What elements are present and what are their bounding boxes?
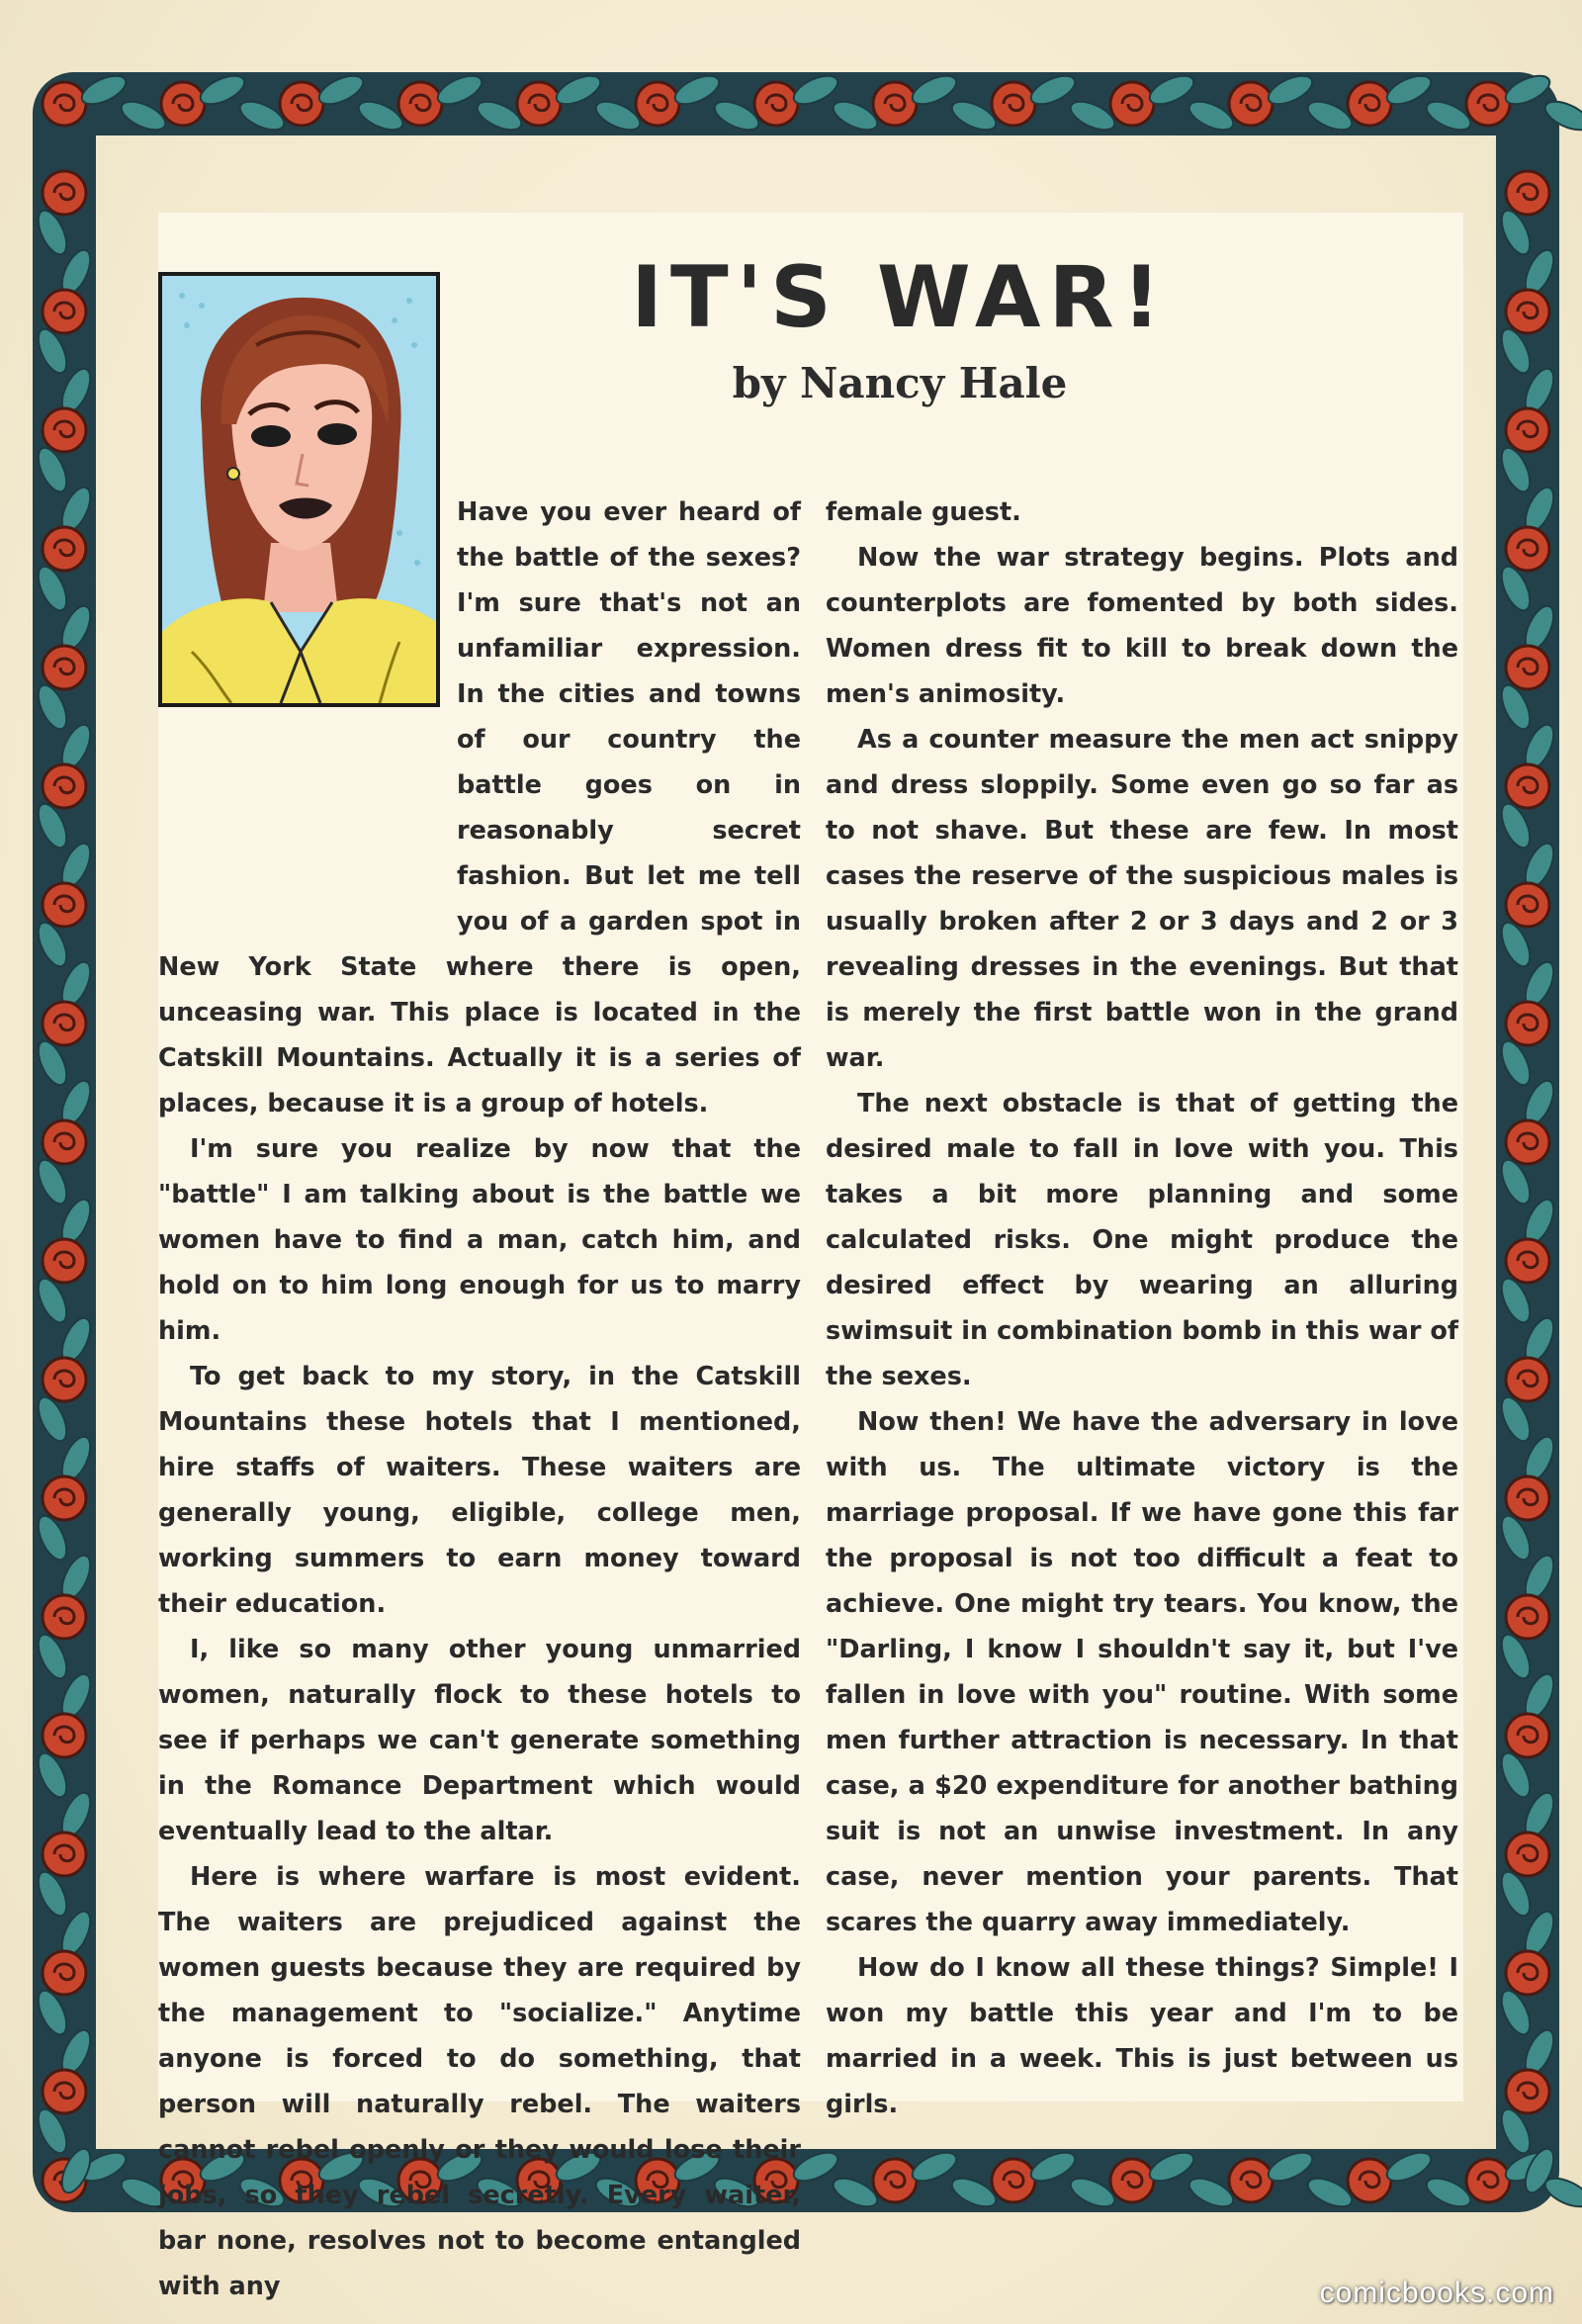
rose-icon <box>1506 1239 1549 1283</box>
rose-icon <box>43 408 86 452</box>
rose-icon <box>43 646 86 689</box>
article-title: IT'S WAR! <box>631 248 1169 347</box>
rose-icon <box>1506 1714 1549 1757</box>
rose-icon <box>1229 82 1273 126</box>
rose-icon <box>43 1476 86 1520</box>
article-column-right <box>826 490 1458 2127</box>
rose-icon <box>873 2159 917 2202</box>
rose-icon <box>1506 1951 1549 1995</box>
article-panel <box>158 213 1463 2301</box>
rose-icon <box>873 82 917 126</box>
watermark-text: comicbooks.com <box>1319 2277 1554 2309</box>
rose-icon <box>1466 82 1510 126</box>
rose-icon <box>1506 1476 1549 1520</box>
rose-icon <box>1229 2159 1273 2202</box>
rose-icon <box>1466 2159 1510 2202</box>
rose-icon <box>1506 1595 1549 1639</box>
paragraph: To get back to my story, in the Catskill Mountains these hotels that I mentioned, hire staffs of waiters. These waiters are generally young, eligible, college men, working summers to earn money toward their education. <box>158 1362 801 1619</box>
rose-icon <box>43 764 86 808</box>
rose-icon <box>1506 1832 1549 1876</box>
rose-icon <box>161 82 205 126</box>
article-column-left <box>158 490 801 2309</box>
rose-icon <box>1506 527 1549 571</box>
rose-icon <box>1348 2159 1391 2202</box>
rose-icon <box>1506 2070 1549 2113</box>
rose-icon <box>43 1120 86 1164</box>
rose-icon <box>992 82 1035 126</box>
paragraph-continuation: female guest. <box>826 497 1021 527</box>
paragraph: Now the war strategy begins. Plots and counterplots are fomented by both sides. Women dress fit to kill to break down the men's animosity. <box>826 543 1458 709</box>
rose-icon <box>1348 82 1391 126</box>
paragraph: How do I know all these things? Simple! I won my battle this year and I'm to be married in a week. This is just between us girls. <box>826 1953 1458 2119</box>
rose-icon <box>43 1714 86 1757</box>
rose-icon <box>43 1002 86 1045</box>
rose-icon <box>1506 883 1549 927</box>
rose-icon <box>1110 2159 1154 2202</box>
rose-icon <box>43 82 86 126</box>
paragraph: I'm sure you realize by now that the "battle" I am talking about is the battle we women have to find a man, catch him, and hold on to him long enough for us to marry him. <box>158 1134 801 1346</box>
rose-icon <box>1110 82 1154 126</box>
rose-icon <box>43 883 86 927</box>
paragraph: I, like so many other young unmarried women, naturally flock to these hotels to see if perhaps we can't generate something in the Romance Department which would eventually lead to the altar. <box>158 1635 801 1846</box>
rose-icon <box>1506 290 1549 333</box>
rose-icon <box>43 1358 86 1401</box>
rose-icon <box>43 290 86 333</box>
rose-icon <box>1506 764 1549 808</box>
rose-icon <box>517 82 561 126</box>
paragraph: Now then! We have the adversary in love with us. The ultimate victory is the marriage proposal. If we have gone this far the proposal is not too difficult a feat to achieve. One might try tears. You know, the "Darling, I know I shouldn't say it, but I've fallen in love with you" routine. With some men further attraction is necessary. In that case, a $20 expenditure for another bathing suit is not an unwise investment. In any case, never mention your parents. That scares the quarry away immediately. <box>826 1407 1458 1937</box>
paragraph: Here is where warfare is most evident. The waiters are prejudiced against the women guests because they are required by the management to "socialize." Anytime anyone is forced to do something, that person will naturally rebel. The waiters cannot rebel openly or they would lose their jobs, so they rebel secretly. Every waiter, bar none, resolves not to become entangled with any <box>158 1862 801 2301</box>
rose-icon <box>1506 646 1549 689</box>
rose-icon <box>43 171 86 215</box>
paragraph: Have you ever heard of the battle of the sexes? I'm sure that's not an unfamiliar expression. In the cities and towns of our country the battle goes on in reasonably secret fashion. But let me tell you of a garden spot in New York State where there is open, unceasing war. This place is located in the Catskill Mountains. Actually it is a series of places, because it is a group of hotels. <box>158 497 801 1118</box>
rose-icon <box>1506 408 1549 452</box>
paragraph: The next obstacle is that of getting the desired male to fall in love with you. This takes a bit more planning and some calculated risks. One might produce the desired effect by wearing an alluring swimsuit in combination bomb in this war of the sexes. <box>826 1089 1458 1391</box>
rose-icon <box>43 1239 86 1283</box>
rose-icon <box>43 1595 86 1639</box>
rose-icon <box>43 527 86 571</box>
rose-icon <box>43 2070 86 2113</box>
rose-icon <box>1506 171 1549 215</box>
rose-icon <box>43 1951 86 1995</box>
rose-icon <box>1506 1358 1549 1401</box>
rose-icon <box>1506 1120 1549 1164</box>
portrait-spacer <box>158 490 445 910</box>
rose-icon <box>754 82 798 126</box>
paragraph: As a counter measure the men act snippy and dress sloppily. Some even go so far as to not shave. But these are few. In most cases the reserve of the suspicious males is usually broken after 2 or 3 days and 2 or 3 revealing dresses in the evenings. But that is merely the first battle won in the grand war. <box>826 725 1458 1073</box>
article-byline: by Nancy Hale <box>732 359 1068 407</box>
rose-icon <box>1506 1002 1549 1045</box>
rose-icon <box>43 1832 86 1876</box>
rose-icon <box>992 2159 1035 2202</box>
rose-icon <box>280 82 323 126</box>
rose-icon <box>636 82 679 126</box>
rose-icon <box>398 82 442 126</box>
